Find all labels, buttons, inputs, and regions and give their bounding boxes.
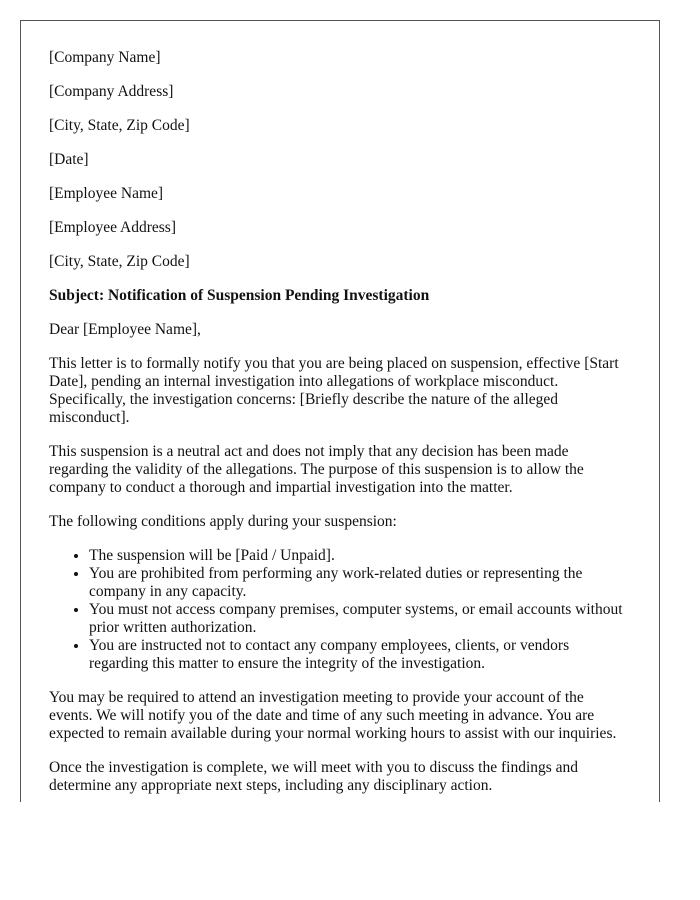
paragraph-investigation-meeting: You may be required to attend an investigation meeting to provide your account of the events. We will notify you of the date and time of any such meeting in advance. You are expected to remain available during your normal working hours to assist with our inquiries.: [49, 689, 617, 742]
employee-address: [Employee Address]: [49, 219, 176, 236]
letter-content: [21, 21, 659, 795]
paragraph-conditions-intro: The following conditions apply during your suspension:: [49, 513, 397, 530]
letter-subject: Subject: Notification of Suspension Pending Investigation: [49, 287, 430, 304]
company-address: [Company Address]: [49, 83, 174, 100]
condition-item-contact: • You are instructed not to contact any company employees, clients, or vendors regarding this matter to ensure the integrity of the investigation.: [89, 637, 631, 673]
conditions-list: [49, 547, 631, 673]
condition-item-access: • You must not access company premises, computer systems, or email accounts without prior written authorization.: [89, 601, 631, 637]
company-city-state-zip: [City, State, Zip Code]: [49, 117, 190, 134]
letter-page: [20, 20, 660, 802]
company-name: [Company Name]: [49, 49, 161, 66]
paragraph-neutral-act: This suspension is a neutral act and does not imply that any decision has been made regarding the validity of the allegations. The purpose of this suspension is to allow the company to conduct a thorough and impartial investigation into the matter.: [49, 443, 584, 496]
employee-city-state-zip: [City, State, Zip Code]: [49, 253, 190, 270]
paragraph-notification: This letter is to formally notify you that you are being placed on suspension, effective [Start Date], pending an internal investigation into allegations of workplace misconduct. Specifically, the investigation concerns: [Briefly describe the nature of the alleged misconduct].: [49, 355, 619, 426]
condition-item-pay: • The suspension will be [Paid / Unpaid].: [89, 547, 631, 565]
salutation: Dear [Employee Name],: [49, 321, 201, 338]
condition-item-duties: • You are prohibited from performing any work-related duties or representing the company in any capacity.: [89, 565, 631, 601]
letter-date: [Date]: [49, 151, 89, 168]
employee-name: [Employee Name]: [49, 185, 164, 202]
paragraph-investigation-complete: Once the investigation is complete, we will meet with you to discuss the findings and determine any appropriate next steps, including any disciplinary action.: [49, 759, 579, 794]
